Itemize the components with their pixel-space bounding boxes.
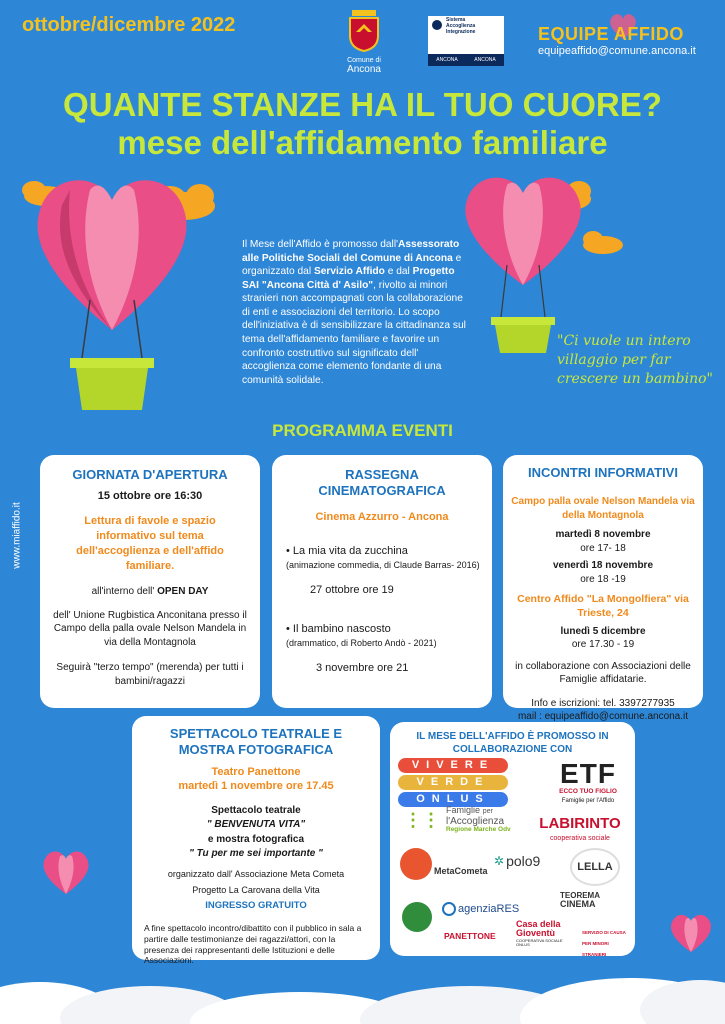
sai-line2: Accoglienza [446,22,476,29]
card1-open-day-pre: all'interno dell' [91,586,158,598]
heart-left-icon [40,848,92,896]
programma-title: PROGRAMMA EVENTI [272,421,453,440]
families-icon: ⋮⋮ [404,809,440,830]
etf-sub1: ECCO TUO FIGLIO [559,788,617,795]
main-title: QUANTE STANZE HA IL TUO CUORE? [63,86,662,123]
card-rassegna-cinematografica: RASSEGNA CINEMATOGRAFICA Cinema Azzurro - Ancona • La mia vita da zucchina (animazione commedia, di Claude Barras- 2016) 27 ottobre ore 19 • Il bambino nascosto (drammatico, di Roberto Andò - 2021) 3 novembre ore 21 [272,455,492,708]
labirinto-sub: cooperativa sociale [550,835,610,843]
logo-agenzia-res [442,902,519,917]
onlus-text: ONLUS [398,792,508,807]
casa-sub: COOPERATIVA SOCIALE ONLUS [516,937,563,948]
card3-info-tel: Info e iscrizioni: tel. 3397277935 [531,697,675,709]
card3-d2-time: ore 18 -19 [580,573,626,585]
logo-famiglie-accoglienza [404,806,524,834]
fam4: Regione Marche Odv [446,826,511,833]
fam2: per [482,808,493,815]
card3-d1-time: ore 17- 18 [580,542,626,554]
teorema1: TEOREMA [560,891,600,900]
equipe-title: EQUIPE AFFIDO [538,24,684,44]
comune-logo [340,8,388,75]
teorema2: CINEMA [560,899,596,910]
sai-logo [428,16,504,66]
card3-info-mail[interactable]: mail : equipeaffido@comune.ancona.it [517,711,689,723]
comune-label: Comune di [347,57,381,64]
equipe-email[interactable]: equipeaffido@comune.ancona.it [538,45,696,57]
card4-venue: Teatro Panettone [211,765,301,778]
card3-place1: Campo palla ovale Nelson Mandela via della Montagnola [511,496,695,521]
intro-b1: Assessorato alle Politiche Sociali del Comune di Ancona [242,239,460,264]
card4-mostra-label: e mostra fotografica [207,834,305,846]
subtitle: mese dell'affidamento familiare [117,124,608,161]
card4-free: INGRESSO GRATUITO [205,900,307,912]
fam1: Famiglie [446,805,481,815]
vivere-text: VIVERE [398,758,508,773]
date-range: ottobre/dicembre 2022 [22,14,236,36]
card1-desc: Lettura di favole e spazio informativo sul tema dell'accoglienza e dell'affido familiare. [76,515,224,572]
labirinto-text: LABIRINTO [539,815,621,832]
card4-title: SPETTACOLO TEATRALE E MOSTRA FOTOGRAFICA [169,726,343,758]
card-partners [390,722,635,956]
card1-open-day: OPEN DAY [157,586,209,598]
card4-note: A fine spettacolo incontro/dibattito con il pubblico in sala a partire dalle testimonianze dei ragazzi/attori, con la presenza dei rappresentanti delle Istituzioni e delle Associazioni. [144,923,362,966]
logo-etf [548,760,628,805]
polo9-text: polo9 [506,853,541,869]
polo9-icon: ✲ [494,854,505,869]
etf-text: ETF [560,758,616,789]
logo-metacometa [400,848,490,880]
intro-t3: e dal [384,266,413,278]
card4-show-label: Spettacolo teatrale [211,805,301,817]
card2-venue: Cinema Azzurro - Ancona [315,510,449,523]
hot-air-balloon-right [445,165,625,360]
card4-show-name: " BENVENUTA VITA" [206,818,306,830]
card1-title: GIORNATA D'APERTURA [72,467,228,482]
intro-t2: e organizzato dal [242,252,462,278]
card2-title: RASSEGNA CINEMATOGRAFICA [318,467,446,499]
agenzia-text: agenziaRES [458,903,520,915]
card1-date: 15 ottobre ore 16:30 [97,490,203,503]
agenzia-icon [442,902,456,916]
logo-green-circle [402,902,432,932]
card2-film1-note: (animazione commedia, di Claude Barras- 2016) [286,560,480,571]
intro-t4: , rivolto ai minori stranieri non accompagnati con la collaborazione di enti e associazioni del territorio. Lo scopo dell'iniziativa è di sensibilizzare la cittadinanza sul tema dell'affidamento familiare e favorire un confronto costruttivo sul significato dell' accoglienza come elemento fondante di una comunità solidale. [242,279,466,386]
card4-mostra-name: " Tu per me sei importante " [189,847,323,859]
card4-progetto: Progetto La Carovana della Vita [192,885,320,896]
verde-text: VERDE [398,775,508,790]
sai-line1: Sistema [446,17,466,23]
intro-b3: Progetto SAI "Ancona Città d' Asilo" [242,266,455,291]
side-url[interactable]: www.miaffido.it [11,502,23,569]
card3-d2: venerdì 18 novembre [552,560,654,572]
metacometa-icon [400,848,432,880]
card1-location: dell' Unione Rugbistica Anconitana presso il Campo della palla ovale Nelson Mandela in via della Montagnola [53,609,247,648]
fam3: l'Accoglienza [446,815,505,827]
card2-film2-date: 3 novembre ore 21 [316,662,409,675]
panettone-text: PANETTONE [444,931,496,941]
card3-d3: lunedì 5 dicembre [560,625,646,637]
logo-teorema [560,892,600,910]
lella-text: LELLA [577,860,613,873]
servizio-text: SERVIZIO DI CAUSA PER MINORI STRANIERI [582,930,626,957]
bottom-clouds [0,930,725,1024]
card-incontri-informativi [503,455,703,723]
comune-name: Ancona [347,64,381,75]
card2-film2: Il bambino nascosto [292,623,391,636]
sai-city2: ANCONA [474,57,496,63]
card-giornata-apertura [40,455,260,708]
hot-air-balloon-left [10,160,225,420]
intro-paragraph [242,238,470,387]
etf-sub2: Famiglie per l'Affido [561,797,615,804]
logo-polo9 [494,852,540,871]
card2-film1-date: 27 ottobre ore 19 [310,584,394,597]
card3-d1: martedì 8 novembre [555,529,651,541]
card2-film1: La mia vita da zucchina [292,545,408,558]
card4-date: martedì 1 novembre ore 17.45 [178,780,334,793]
card5-title: IL MESE DELL'AFFIDO È PROMOSSO IN COLLABORAZIONE CON [416,731,609,755]
intro-t1: Il Mese dell'Affido è promosso dall' [242,239,399,250]
logo-labirinto [532,814,628,844]
metacometa-text: MetaCometa [434,865,488,876]
card2-film2-note: (drammatico, di Roberto Andò - 2021) [286,638,437,649]
card-spettacolo-teatrale [132,716,380,966]
card3-place2: Centro Affido "La Mongolfiera" via Trieste, 24 [517,593,689,620]
card4-org: organizzato dall' Associazione Meta Cometa [167,869,345,880]
coat-of-arms-icon [346,8,382,52]
intro-b2: Servizio Affido [313,266,385,278]
card3-collab: in collaborazione con Associazioni delle Famiglie affidatarie. [515,660,691,686]
sai-line3: Integrazione [446,28,476,35]
logo-lella [570,848,620,886]
sai-city1: ANCONA [436,57,458,63]
quote: "Ci vuole un intero villaggio per far crescere un bambino" [557,333,713,387]
card3-title: INCONTRI INFORMATIVI [528,465,678,480]
logo-vivere-verde [398,758,508,807]
card1-followup: Seguirà "terzo tempo" (merenda) per tutti i bambini/ragazzi [56,662,244,687]
casa-text: Casa della Gioventù [516,919,561,939]
card3-d3-time: ore 17.30 - 19 [571,639,635,651]
sai-circle-icon [432,20,442,30]
